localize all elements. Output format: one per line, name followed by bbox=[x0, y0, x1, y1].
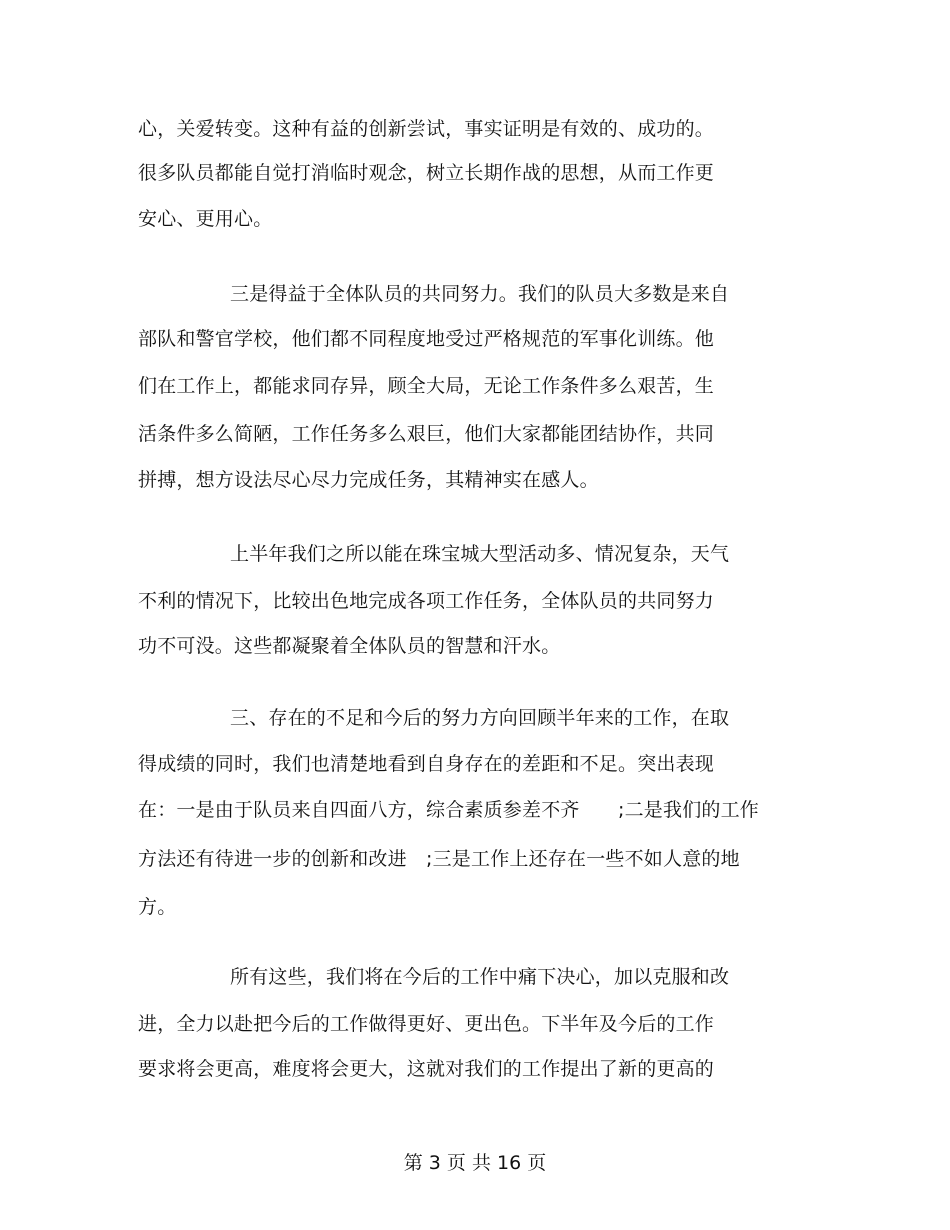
text-line: 们在工作上，都能求同存异，顾全大局，无论工作条件多么艰苦，生 bbox=[138, 375, 715, 397]
text-line: 拼搏，想方设法尽心尽力完成任务，其精神实在感人。 bbox=[138, 469, 599, 491]
paragraph-start-line: 所有这些，我们将在今后的工作中痛下决心，加以克服和改 bbox=[230, 966, 730, 988]
text-line: 在：一是由于队员来自四面八方，综合素质参差不齐 ;二是我们的工作 bbox=[138, 799, 760, 821]
text-line: 安心、更用心。 bbox=[138, 208, 273, 230]
text-line: 方法还有待进一步的创新和改进 ;三是工作上还存在一些不如人意的地 bbox=[138, 848, 740, 870]
text-line: 活条件多么简陋，工作任务多么艰巨，他们大家都能团结协作，共同 bbox=[138, 423, 715, 445]
text-line: 很多队员都能自觉打消临时观念，树立长期作战的思想，从而工作更 bbox=[138, 162, 715, 184]
section-heading-line: 三、存在的不足和今后的努力方向回顾半年来的工作，在取 bbox=[230, 707, 730, 729]
text-line: 功不可没。这些都凝聚着全体队员的智慧和汗水。 bbox=[138, 635, 561, 657]
text-line: 部队和警官学校，他们都不同程度地受过严格规范的军事化训练。他 bbox=[138, 328, 715, 350]
text-line: 心，关爱转变。这种有益的创新尝试，事实证明是有效的、成功的。 bbox=[138, 118, 715, 140]
paragraph-start-line: 三是得益于全体队员的共同努力。我们的队员大多数是来自 bbox=[230, 283, 730, 305]
text-line: 要求将会更高，难度将会更大，这就对我们的工作提出了新的更高的 bbox=[138, 1058, 715, 1080]
page-number-footer: 第 3 页 共 16 页 bbox=[403, 1152, 547, 1174]
text-line: 进，全力以赴把今后的工作做得更好、更出色。下半年及今后的工作 bbox=[138, 1013, 715, 1035]
text-line: 不利的情况下，比较出色地完成各项工作任务，全体队员的共同努力 bbox=[138, 590, 715, 612]
text-line: 方。 bbox=[138, 896, 177, 918]
text-line: 得成绩的同时，我们也清楚地看到自身存在的差距和不足。突出表现 bbox=[138, 753, 715, 775]
paragraph-start-line: 上半年我们之所以能在珠宝城大型活动多、情况复杂，天气 bbox=[230, 543, 730, 565]
